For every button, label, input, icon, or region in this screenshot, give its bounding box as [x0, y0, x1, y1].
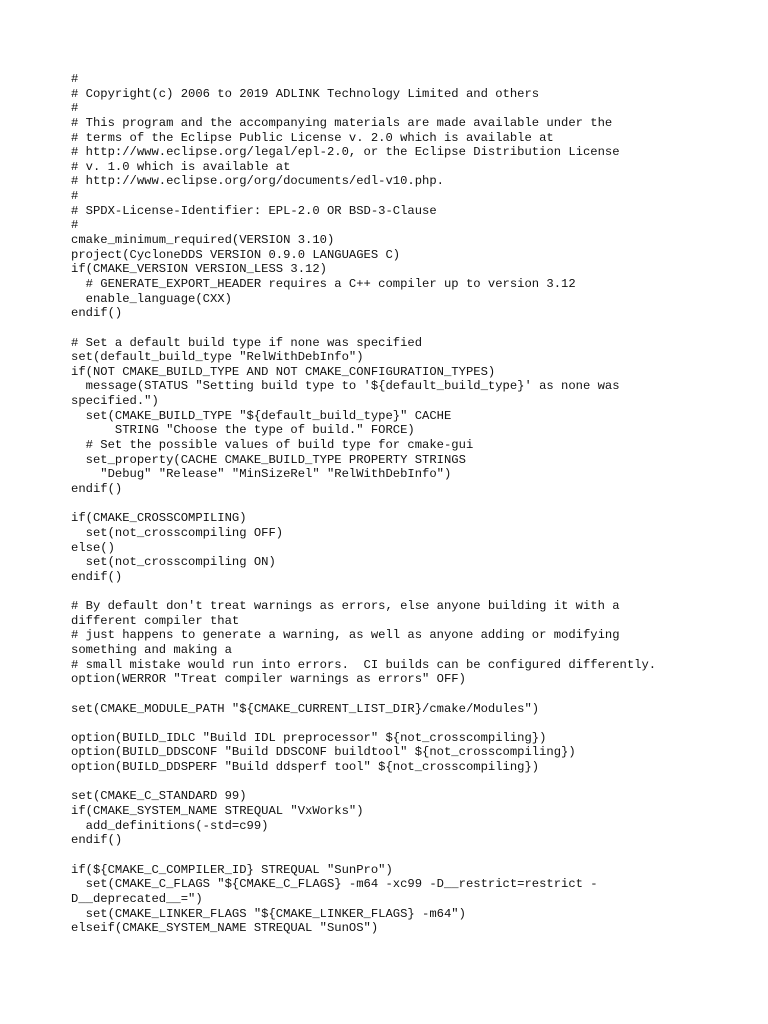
code-line: set(CMAKE_LINKER_FLAGS "${CMAKE_LINKER_FLAGS} -m64") — [71, 906, 466, 921]
code-line: endif() — [71, 569, 123, 584]
code-line — [71, 687, 711, 702]
code-line: endif() — [71, 833, 123, 848]
code-line: set(not_crosscompiling OFF) — [71, 525, 284, 540]
code-line: "Debug" "Release" "MinSizeRel" "RelWithDebInfo") — [71, 467, 452, 482]
code-line: # Set a default build type if none was specified — [71, 335, 423, 350]
code-line: if(CMAKE_CROSSCOMPILING) — [71, 511, 247, 526]
code-line: # GENERATE_EXPORT_HEADER requires a C++ compiler up to version 3.12 — [71, 276, 576, 291]
code-line: # http://www.eclipse.org/org/documents/edl-v10.php. — [71, 174, 444, 189]
code-line: something and making a — [71, 642, 232, 657]
code-line: set(CMAKE_C_FLAGS "${CMAKE_C_FLAGS} -m64 -xc99 -D__restrict=restrict - — [71, 877, 598, 892]
code-line: cmake_minimum_required(VERSION 3.10) — [71, 233, 335, 248]
code-line: add_definitions(-std=c99) — [71, 818, 269, 833]
code-line — [71, 848, 711, 863]
code-line — [71, 497, 711, 512]
code-line: endif() — [71, 481, 123, 496]
code-line: specified.") — [71, 394, 159, 409]
code-line: different compiler that — [71, 613, 240, 628]
code-line — [71, 321, 711, 336]
code-line: STRING "Choose the type of build." FORCE) — [71, 423, 415, 438]
code-line: option(BUILD_DDSPERF "Build ddsperf tool" ${not_crosscompiling}) — [71, 760, 540, 775]
code-line: message(STATUS "Setting build type to '${default_build_type}' as none was — [71, 379, 620, 394]
code-line: if(CMAKE_VERSION VERSION_LESS 3.12) — [71, 262, 327, 277]
code-line: # — [71, 72, 79, 86]
code-line: set(CMAKE_C_STANDARD 99) — [71, 789, 247, 804]
code-line: else() — [71, 540, 115, 555]
code-line: # v. 1.0 which is available at — [71, 159, 291, 174]
code-line: endif() — [71, 306, 123, 321]
code-line: set(CMAKE_MODULE_PATH "${CMAKE_CURRENT_LIST_DIR}/cmake/Modules") — [71, 701, 540, 716]
code-line: if(${CMAKE_C_COMPILER_ID} STREQUAL "SunPro") — [71, 862, 393, 877]
code-line: set(default_build_type "RelWithDebInfo") — [71, 350, 364, 365]
code-line: enable_language(CXX) — [71, 291, 232, 306]
code-line: project(CycloneDDS VERSION 0.9.0 LANGUAGES C) — [71, 247, 401, 262]
code-line: # — [71, 189, 79, 204]
code-line — [71, 775, 711, 790]
code-line: # SPDX-License-Identifier: EPL-2.0 OR BSD-3-Clause — [71, 203, 437, 218]
code-line: # — [71, 218, 79, 233]
code-line: if(CMAKE_SYSTEM_NAME STREQUAL "VxWorks") — [71, 804, 364, 819]
code-line: # http://www.eclipse.org/legal/epl-2.0, or the Eclipse Distribution License — [71, 145, 620, 160]
code-line: option(BUILD_IDLC "Build IDL preprocessor" ${not_crosscompiling}) — [71, 730, 547, 745]
code-line: # By default don't treat warnings as errors, else anyone building it with a — [71, 599, 620, 614]
code-line: if(NOT CMAKE_BUILD_TYPE AND NOT CMAKE_CONFIGURATION_TYPES) — [71, 364, 496, 379]
code-line: set(not_crosscompiling ON) — [71, 555, 276, 570]
code-line — [71, 584, 711, 599]
code-line: # just happens to generate a warning, as well as anyone adding or modifying — [71, 628, 620, 643]
code-line: # — [71, 101, 79, 116]
code-line: # small mistake would run into errors. CI builds can be configured differently. — [71, 657, 657, 672]
code-listing — [71, 72, 711, 936]
code-line — [71, 716, 711, 731]
code-line: D__deprecated__=") — [71, 891, 203, 906]
code-line: elseif(CMAKE_SYSTEM_NAME STREQUAL "SunOS") — [71, 921, 379, 936]
code-line: set_property(CACHE CMAKE_BUILD_TYPE PROPERTY STRINGS — [71, 452, 466, 467]
code-line: # This program and the accompanying materials are made available under the — [71, 115, 613, 130]
code-line: option(BUILD_DDSCONF "Build DDSCONF buildtool" ${not_crosscompiling}) — [71, 745, 576, 760]
code-line: option(WERROR "Treat compiler warnings as errors" OFF) — [71, 672, 466, 687]
code-line: # Set the possible values of build type for cmake-gui — [71, 438, 474, 453]
code-line: set(CMAKE_BUILD_TYPE "${default_build_type}" CACHE — [71, 408, 452, 423]
code-line: # terms of the Eclipse Public License v. 2.0 which is available at — [71, 130, 554, 145]
code-line: # Copyright(c) 2006 to 2019 ADLINK Technology Limited and others — [71, 86, 540, 101]
